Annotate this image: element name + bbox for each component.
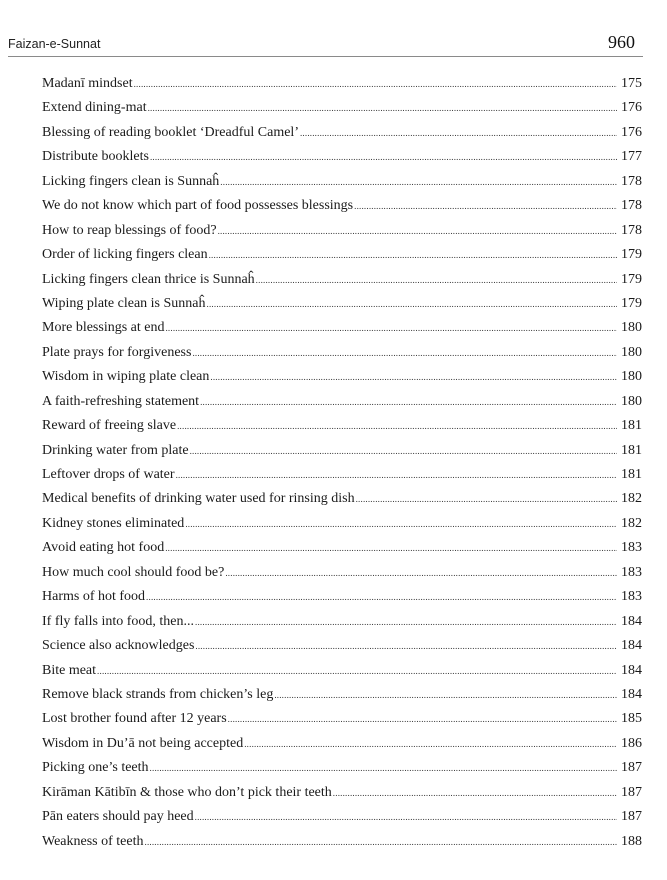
toc-entry <box>42 585 642 609</box>
toc-entry-page: 181 <box>621 442 642 458</box>
toc-dot-leader <box>207 292 617 316</box>
toc-entry <box>42 756 642 780</box>
toc-entry-title: More blessings at end <box>42 320 165 336</box>
toc-entry <box>42 341 642 365</box>
toc-entry <box>42 145 642 169</box>
toc-entry <box>42 121 642 145</box>
toc-entry-title: Plate prays for forgiveness <box>42 344 192 360</box>
toc-entry-page: 188 <box>621 833 642 849</box>
toc-entry-title: Wisdom in Du’ā not being accepted <box>42 735 244 751</box>
toc-dot-leader <box>134 72 617 96</box>
toc-entry-title: How to reap blessings of food? <box>42 222 217 238</box>
toc-entry-title: Distribute booklets <box>42 149 149 165</box>
toc-dot-leader <box>209 243 617 267</box>
toc-entry-title: Wiping plate clean is Sunnaĥ <box>42 295 206 311</box>
toc-entry-page: 181 <box>621 467 642 482</box>
toc-entry <box>42 610 642 634</box>
toc-entry <box>42 659 642 683</box>
toc-entry-title: Harms of hot food <box>42 589 146 605</box>
toc-dot-leader <box>165 536 617 560</box>
toc-entry <box>42 683 642 707</box>
toc-entry-page: 183 <box>621 564 642 580</box>
toc-entry-page: 187 <box>621 760 642 776</box>
toc-entry-page: 180 <box>621 344 642 360</box>
toc-entry-page: 184 <box>621 638 642 654</box>
toc-entry-page: 179 <box>621 295 642 311</box>
toc-entry-page: 184 <box>621 613 642 629</box>
toc-entry-title: Kirāman Kātibīn & those who don’t pick their teeth <box>42 784 332 800</box>
toc-dot-leader <box>354 194 617 218</box>
toc-dot-leader <box>210 365 617 389</box>
toc-dot-leader <box>165 316 617 340</box>
toc-dot-leader <box>97 659 617 683</box>
toc-dot-leader <box>150 145 617 169</box>
toc-entry-page: 179 <box>621 247 642 263</box>
toc-entry-title: Lost brother found after 12 years <box>42 711 227 727</box>
toc-dot-leader <box>220 170 617 194</box>
toc-entry-title: Pān eaters should pay heed <box>42 809 194 825</box>
toc-dot-leader <box>228 707 617 731</box>
toc-entry-page: 186 <box>621 735 642 751</box>
toc-dot-leader <box>200 390 617 414</box>
toc-entry <box>42 243 642 267</box>
toc-entry-page: 177 <box>621 149 642 165</box>
toc-entry <box>42 463 642 487</box>
toc-entry-title: We do not know which part of food possesses blessings <box>42 198 354 214</box>
toc-entry <box>42 390 642 414</box>
toc-entry <box>42 536 642 560</box>
toc-entry <box>42 268 642 292</box>
toc-entry <box>42 439 642 463</box>
page-header <box>8 26 643 57</box>
toc-entry-title: Wisdom in wiping plate clean <box>42 369 210 385</box>
toc-entry-title: How much cool should food be? <box>42 564 225 580</box>
toc-entry-page: 175 <box>621 76 642 91</box>
toc-entry-title: Science also acknowledges <box>42 638 195 654</box>
toc-entry <box>42 732 642 756</box>
toc-dot-leader <box>356 487 617 511</box>
toc-dot-leader <box>274 683 617 707</box>
toc-entry-page: 178 <box>621 198 642 214</box>
toc-dot-leader <box>333 781 617 805</box>
toc-dot-leader <box>225 561 617 585</box>
toc-entry <box>42 487 642 511</box>
toc-entry <box>42 414 642 438</box>
toc-entry-page: 178 <box>621 222 642 238</box>
toc-entry-page: 183 <box>621 589 642 605</box>
toc-entry <box>42 292 642 316</box>
toc-entry-page: 179 <box>621 271 642 287</box>
toc-dot-leader <box>195 610 617 634</box>
toc-entry-page: 184 <box>621 662 642 678</box>
toc-entry-page: 181 <box>621 418 642 434</box>
toc-entry-title: Bite meat <box>42 662 97 678</box>
table-of-contents <box>42 72 642 854</box>
toc-entry-title: Remove black strands from chicken’s leg <box>42 686 274 702</box>
toc-dot-leader <box>218 219 617 243</box>
toc-entry-title: If fly falls into food, then... <box>42 613 195 629</box>
toc-entry <box>42 707 642 731</box>
toc-entry <box>42 96 642 120</box>
toc-entry <box>42 316 642 340</box>
toc-dot-leader <box>185 512 617 536</box>
toc-entry-title: Weakness of teeth <box>42 833 144 849</box>
toc-dot-leader <box>300 121 617 145</box>
toc-entry <box>42 170 642 194</box>
toc-dot-leader <box>256 268 617 292</box>
toc-entry-title: Madanī mindset <box>42 76 133 91</box>
toc-entry-title: Blessing of reading booklet ‘Dreadful Camel’ <box>42 124 299 140</box>
toc-entry <box>42 634 642 658</box>
toc-entry <box>42 219 642 243</box>
toc-dot-leader <box>146 585 617 609</box>
toc-entry-page: 180 <box>621 369 642 385</box>
toc-dot-leader <box>176 463 617 487</box>
toc-dot-leader <box>150 756 617 780</box>
toc-entry-title: Kidney stones eliminated <box>42 515 185 531</box>
toc-entry <box>42 72 642 96</box>
toc-dot-leader <box>244 732 617 756</box>
toc-entry-title: Licking fingers clean thrice is Sunnaĥ <box>42 271 255 287</box>
toc-entry-page: 184 <box>621 686 642 702</box>
toc-entry-page: 182 <box>621 515 642 531</box>
toc-entry-page: 176 <box>621 100 642 116</box>
toc-entry-page: 178 <box>621 173 642 189</box>
toc-entry-page: 183 <box>621 540 642 556</box>
toc-entry-title: Order of licking fingers clean <box>42 247 208 263</box>
toc-entry-title: A faith-refreshing statement <box>42 393 200 409</box>
toc-dot-leader <box>195 634 617 658</box>
toc-dot-leader <box>177 414 617 438</box>
toc-entry-page: 180 <box>621 393 642 409</box>
toc-dot-leader <box>145 830 618 854</box>
toc-entry-page: 180 <box>621 320 642 336</box>
toc-entry-title: Avoid eating hot food <box>42 540 165 556</box>
toc-dot-leader <box>190 439 617 463</box>
toc-entry-title: Picking one’s teeth <box>42 760 149 776</box>
toc-dot-leader <box>192 341 617 365</box>
toc-entry-title: Drinking water from plate <box>42 442 189 458</box>
page-number: 960 <box>608 32 635 52</box>
toc-entry-page: 182 <box>621 491 642 507</box>
toc-entry-title: Licking fingers clean is Sunnaĥ <box>42 173 220 189</box>
toc-entry <box>42 830 642 854</box>
toc-entry <box>42 365 642 389</box>
toc-entry-page: 185 <box>621 711 642 727</box>
toc-entry <box>42 805 642 829</box>
toc-entry-title: Extend dining-mat <box>42 100 147 116</box>
book-title: Faizan-e-Sunnat <box>8 37 101 51</box>
toc-entry <box>42 781 642 805</box>
toc-entry-title: Medical benefits of drinking water used for rinsing dish <box>42 491 355 507</box>
toc-dot-leader <box>195 805 617 829</box>
toc-entry-title: Reward of freeing slave <box>42 418 177 434</box>
toc-entry-page: 187 <box>621 784 642 800</box>
toc-entry <box>42 561 642 585</box>
toc-dot-leader <box>148 96 617 120</box>
toc-entry <box>42 512 642 536</box>
toc-entry-page: 176 <box>621 124 642 140</box>
toc-entry-title: Leftover drops of water <box>42 467 175 482</box>
toc-entry-page: 187 <box>621 809 642 825</box>
toc-entry <box>42 194 642 218</box>
